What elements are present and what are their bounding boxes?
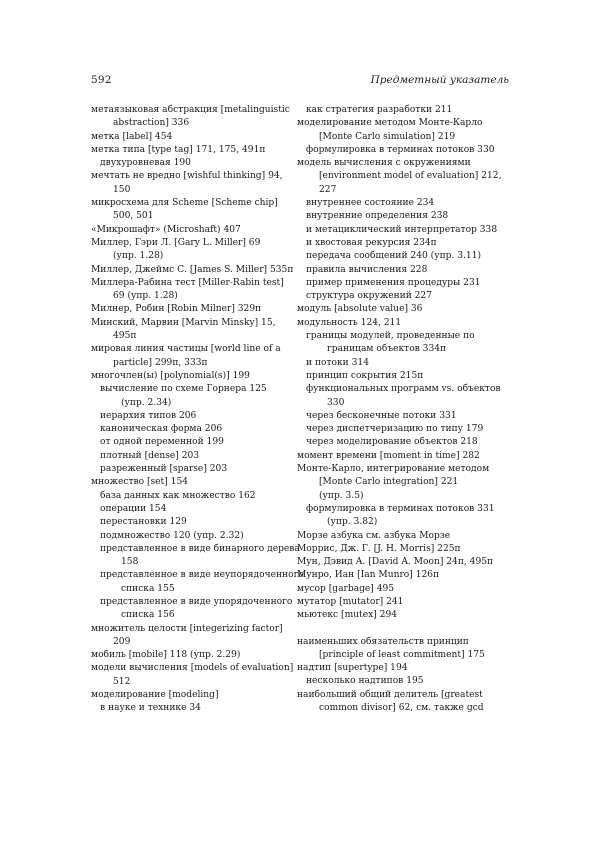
index-entry — [297, 250, 509, 263]
index-entry — [91, 383, 303, 410]
index-entry-line: abstraction] 336 — [113, 118, 190, 129]
index-entry — [297, 157, 509, 197]
index-entry-line: мутатор [mutator] 241 — [297, 596, 404, 607]
index-entry-line: каноническая форма 206 — [100, 424, 223, 435]
index-entry — [297, 104, 509, 117]
index-entry — [297, 144, 509, 157]
index-entry-line: 209 — [113, 636, 131, 647]
index-entry — [91, 264, 303, 277]
page-number: 592 — [91, 74, 112, 86]
index-entry-line: внутренние определения 238 — [306, 211, 449, 222]
index-entry-line: модели вычисления [models of evaluation] — [91, 663, 294, 674]
index-entry-line: от одной переменной 199 — [100, 437, 224, 448]
index-entry-line: момент времени [moment in time] 282 — [297, 450, 480, 461]
index-entry — [297, 197, 509, 210]
index-entry-line: через бесконечные потоки 331 — [306, 410, 457, 421]
index-entry-line: модуль [absolute value] 36 — [297, 304, 423, 315]
index-entry-line: представленное в виде упорядоченного — [100, 596, 293, 607]
index-entry — [297, 530, 509, 543]
index-entry-line: внутреннее состояние 234 — [306, 198, 435, 209]
index-entry-line: модульность 124, 211 — [297, 317, 402, 328]
index-entry-line: и хвостовая рекурсия 234п — [306, 237, 437, 248]
index-entry — [297, 689, 509, 716]
index-entry — [91, 237, 303, 264]
index-entry — [297, 556, 509, 569]
index-entry — [297, 370, 509, 383]
index-entry-line: моделирование [modeling] — [91, 690, 219, 701]
index-entry-line: представленное в виде неупорядоченного — [100, 570, 304, 581]
index-entry — [297, 675, 509, 688]
index-entry — [91, 623, 303, 650]
index-entry — [297, 330, 509, 357]
index-entry-line: 227 — [319, 184, 337, 195]
index-entry-line: представленное в виде бинарного дерева — [100, 543, 300, 554]
index-entry-line: перестановки 129 — [100, 517, 187, 528]
index-entry-line: 495п — [113, 331, 137, 342]
index-entry — [91, 423, 303, 436]
index-entry-line: Мун, Дэвид А. [David A. Moon] 24п, 495п — [297, 557, 494, 568]
index-entry — [297, 463, 509, 503]
index-entry — [297, 662, 509, 675]
index-entry-line: common divisor] 62, см. также gcd — [319, 703, 484, 714]
index-entry — [297, 636, 509, 663]
index-entry-line: в науке и технике 34 — [100, 703, 201, 714]
index-entry — [91, 170, 303, 197]
index-entry-line: мьютекс [mutex] 294 — [297, 610, 398, 621]
index-entry-line: через диспетчеризацию по типу 179 — [306, 424, 484, 435]
index-entry-line: передача сообщений 240 (упр. 3.11) — [306, 251, 482, 262]
index-entry-line: particle] 299п, 333п — [113, 357, 208, 368]
index-entry — [91, 463, 303, 476]
index-entry — [91, 569, 303, 596]
index-entry-line: списка 155 — [121, 583, 175, 594]
index-entry-line: множество [set] 154 — [91, 477, 189, 488]
index-entry — [297, 264, 509, 277]
index-entry — [91, 343, 303, 370]
index-entry — [91, 277, 303, 304]
index-entry-line: метаязыковая абстракция [metalinguistic — [91, 105, 290, 115]
index-entry-line: пример применения процедуры 231 — [306, 277, 481, 288]
index-entry — [91, 476, 303, 489]
index-entry-line: наименьших обязательств принцип — [297, 636, 469, 647]
index-entry-line: списка 156 — [121, 610, 175, 621]
index-entry-line: операции 154 — [100, 503, 167, 514]
index-entry-line: Моррис, Дж. Г. [J. H. Morris] 225п — [297, 543, 461, 554]
index-entry-line: метка [label] 454 — [91, 131, 173, 142]
index-entry-line: Минский, Марвин [Marvin Minsky] 15, — [91, 317, 276, 328]
index-entry — [297, 596, 509, 609]
index-entry-line: мировая линия частицы [world line of a — [91, 344, 281, 355]
index-entry — [91, 131, 303, 144]
index-entry — [297, 357, 509, 370]
index-entry-line: 69 (упр. 1.28) — [113, 291, 178, 302]
index-entry — [297, 317, 509, 330]
index-entry-line: структура окружений 227 — [306, 291, 433, 302]
index-entry-line: формулировка в терминах потоков 330 — [306, 144, 495, 155]
index-entry-line: многочлен(ы) [polynomial(s)] 199 — [91, 370, 250, 381]
index-entry-line: модель вычисления с окружениями — [297, 158, 471, 169]
index-entry-line: подмножество 120 (упр. 2.32) — [100, 530, 244, 541]
index-entry-line: вычисление по схеме Горнера 125 — [100, 384, 267, 395]
index-entry — [297, 117, 509, 144]
index-entry — [297, 383, 509, 410]
index-entry-line: Монте-Карло, интегрирование методом — [297, 464, 490, 475]
index-entry-line: и метациклический интерпретатор 338 — [306, 224, 498, 235]
index-entry-line: 150 — [113, 184, 131, 195]
index-entry — [297, 569, 509, 582]
index-entry — [297, 503, 509, 530]
index-entry — [297, 224, 509, 237]
index-entry — [297, 210, 509, 223]
index-entry-line: Мунро, Иан [Ian Munro] 126п — [297, 570, 440, 581]
index-entry-line: надтип [supertype] 194 — [297, 663, 408, 674]
letter-section-gap — [297, 623, 509, 636]
index-entry-line: (упр. 3.5) — [319, 490, 364, 501]
index-entry — [91, 303, 303, 316]
index-entry — [91, 649, 303, 662]
index-entry-line: иерархия типов 206 — [100, 410, 197, 421]
index-entry — [91, 157, 303, 170]
index-entry — [297, 290, 509, 303]
index-entry — [297, 303, 509, 316]
index-entry-line: Миллер, Джеймс С. [James S. Miller] 535п — [91, 264, 294, 275]
index-entry-line: плотный [dense] 203 — [100, 450, 200, 461]
index-entry — [91, 317, 303, 344]
index-entry — [297, 450, 509, 463]
index-entry-line: метка типа [type tag] 171, 175, 491п — [91, 144, 266, 155]
index-entry-line: «Микрошафт» (Microshaft) 407 — [91, 224, 241, 235]
index-entry-line: база данных как множество 162 — [100, 490, 256, 501]
index-entry — [91, 662, 303, 689]
index-entry-line: 512 — [113, 676, 131, 687]
index-entry — [91, 410, 303, 423]
index-entry — [91, 450, 303, 463]
index-entry-line: (упр. 1.28) — [113, 251, 164, 262]
index-entry — [297, 410, 509, 423]
index-entry — [91, 370, 303, 383]
index-entry — [91, 530, 303, 543]
index-entry-line: разреженный [sparse] 203 — [100, 464, 228, 475]
index-entry — [297, 423, 509, 436]
index-entry — [91, 596, 303, 623]
index-entry — [297, 436, 509, 449]
index-entry-line: Миллера-Рабина тест [Miller-Rabin test] — [91, 277, 284, 288]
index-entry-line: мусор [garbage] 495 — [297, 583, 395, 594]
index-entry-line: и потоки 314 — [306, 357, 369, 368]
index-entry-line: границам объектов 334п — [327, 344, 447, 355]
index-entry-line: как стратегия разработки 211 — [306, 105, 453, 115]
index-entry-line: моделирование методом Монте-Карло — [297, 118, 483, 129]
index-entry-line: мечтать не вредно [wishful thinking] 94, — [91, 171, 283, 182]
index-entry-line: 330 — [327, 397, 345, 408]
index-entry-line: [principle of least commitment] 175 — [319, 649, 485, 660]
index-entry-line: микросхема для Scheme [Scheme chip] — [91, 198, 278, 209]
index-entry — [91, 144, 303, 157]
index-entry — [297, 543, 509, 556]
index-entry-line: множитель целости [integerizing factor] — [91, 623, 283, 634]
index-entry-line: границы модулей, проведенные по — [306, 331, 475, 342]
index-entry — [297, 609, 509, 622]
index-entry-line: мобиль [mobile] 118 (упр. 2.29) — [91, 650, 241, 661]
index-entry-line: принцип сокрытия 215п — [306, 370, 424, 381]
index-entry-line: формулировка в терминах потоков 331 — [306, 503, 495, 514]
running-head: Предметный указатель — [370, 74, 509, 86]
index-entry-line: правила вычисления 228 — [306, 264, 428, 275]
index-entry — [91, 503, 303, 516]
index-column-right — [297, 104, 509, 715]
index-entry-line: [environment model of evaluation] 212, — [319, 171, 502, 182]
index-entry-line: 158 — [121, 557, 139, 568]
index-entry-line: через моделирование объектов 218 — [306, 437, 478, 448]
index-entry — [91, 490, 303, 503]
index-entry-line: (упр. 3.82) — [327, 517, 378, 528]
index-entry-line: функциональных программ vs. объектов — [306, 384, 501, 395]
index-entry-line: Милнер, Робин [Robin Milner] 329п — [91, 304, 262, 315]
index-column-left — [91, 104, 303, 716]
index-entry-line: 500, 501 — [113, 211, 154, 222]
index-entry — [297, 237, 509, 250]
index-entry-line: (упр. 2.34) — [121, 397, 172, 408]
index-entry — [91, 543, 303, 570]
index-entry-line: [Monte Carlo integration] 221 — [319, 477, 459, 488]
index-entry — [91, 436, 303, 449]
index-entry-line: Морзе азбука см. азбука Морзе — [297, 530, 451, 541]
index-entry — [91, 702, 303, 715]
index-entry-line: наибольший общий делитель [greatest — [297, 689, 483, 700]
index-entry — [297, 277, 509, 290]
index-entry — [91, 516, 303, 529]
index-entry-line: Миллер, Гэри Л. [Gary L. Miller] 69 — [91, 237, 261, 248]
index-entry-line: несколько надтипов 195 — [306, 676, 424, 687]
index-entry-line: двухуровневая 190 — [100, 158, 191, 169]
index-entry — [91, 689, 303, 702]
index-entry — [297, 583, 509, 596]
index-entry — [91, 104, 303, 131]
index-entry — [91, 197, 303, 224]
index-entry-line: [Monte Carlo simulation] 219 — [319, 131, 456, 142]
index-entry — [91, 224, 303, 237]
